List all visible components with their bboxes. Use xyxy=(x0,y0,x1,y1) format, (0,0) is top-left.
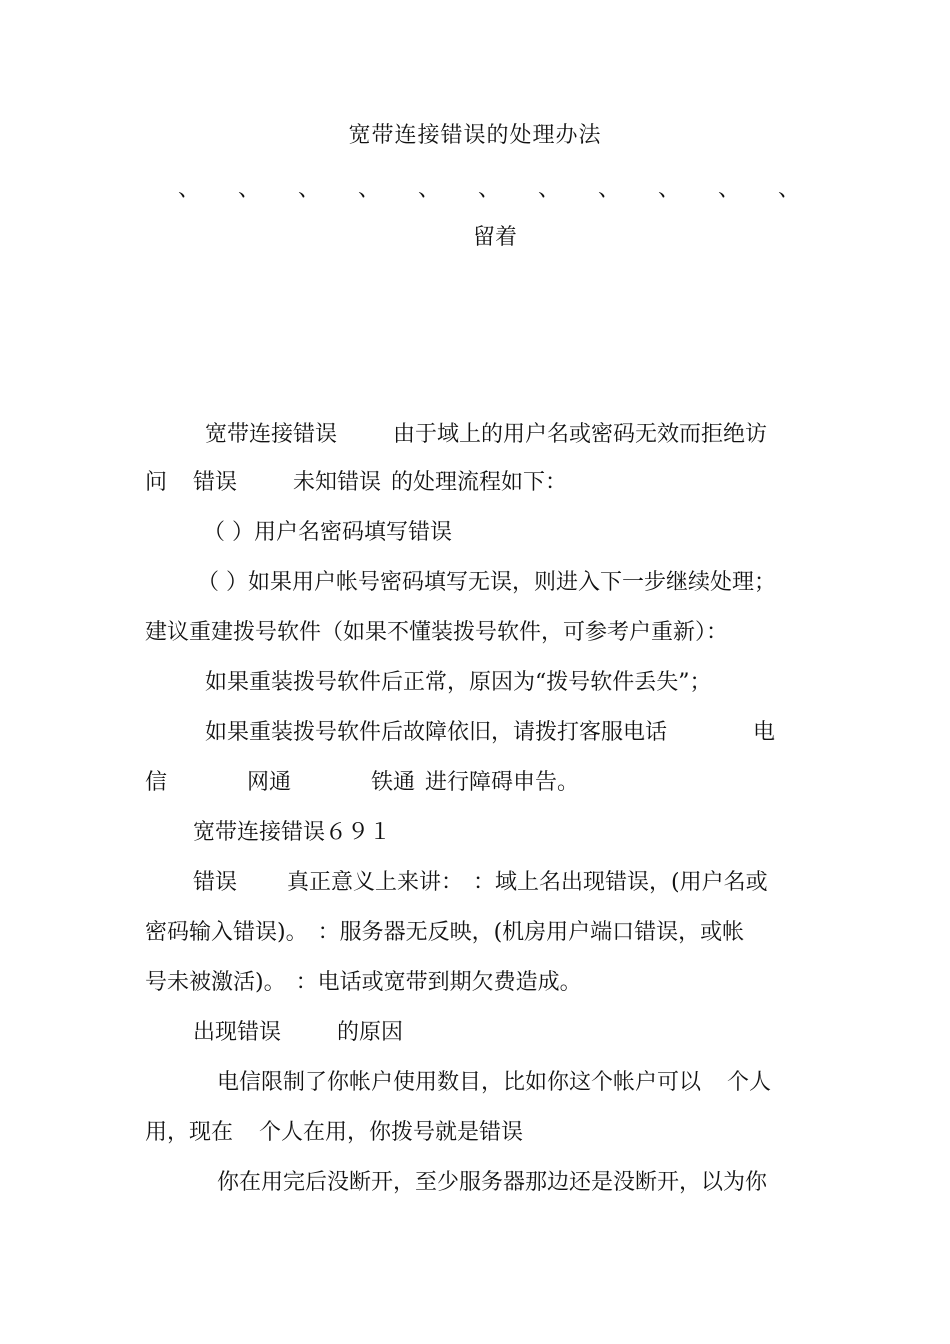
paragraph-line: 宽带连接错误６９１ xyxy=(193,820,392,845)
paragraph-line xyxy=(145,1118,523,1148)
separator: 、 xyxy=(718,177,741,202)
document-title: 宽带连接错误的处理办法 xyxy=(348,123,602,148)
paragraph-line xyxy=(145,918,744,948)
paragraph-line xyxy=(205,718,775,748)
paragraph-line: （ ）用户名密码填写错误 xyxy=(203,520,452,545)
text-span: ：服务器无反映，(机房用户端口错误，或帐 xyxy=(317,920,745,945)
text-span: 真正意义上来讲： xyxy=(287,870,464,895)
text-span: 宽带连接错误 xyxy=(205,422,338,447)
paragraph-line xyxy=(217,1068,771,1098)
paragraph-line xyxy=(145,468,567,498)
paragraph-line: 建议重建拨号软件（如果不懂装拨号软件，可参考户重新）： xyxy=(145,620,729,645)
paragraph-line: 如果重装拨号软件后正常，原因为“拨号软件丢失”； xyxy=(205,670,712,695)
paragraph-line xyxy=(193,1018,403,1048)
separator-row xyxy=(178,172,818,202)
separator: 、 xyxy=(538,177,561,202)
document-subtitle: 留着 xyxy=(472,225,517,250)
text-span: 进行障碍申告。 xyxy=(425,770,580,795)
text-span: 铁通 xyxy=(371,770,416,795)
separator: 、 xyxy=(238,177,261,202)
separator: 、 xyxy=(358,177,381,202)
text-span: 问 xyxy=(145,470,168,495)
text-span: 个人在用，你拨号就是错误 xyxy=(259,1120,524,1145)
text-span: 由于域上的用户名或密码无效而拒绝访 xyxy=(393,422,768,447)
text-span: 的原因 xyxy=(337,1020,404,1045)
text-span: 网通 xyxy=(247,770,292,795)
separator: 、 xyxy=(178,177,201,202)
text-span: 信 xyxy=(145,770,168,795)
separator: 、 xyxy=(298,177,321,202)
text-span: 如果重装拨号软件后故障依旧，请拨打客服电话 xyxy=(205,720,668,745)
separator: 、 xyxy=(778,177,801,202)
paragraph-line xyxy=(145,968,582,998)
text-span: 的处理流程如下： xyxy=(391,470,568,495)
separator: 、 xyxy=(478,177,501,202)
text-span: 未知错误 xyxy=(293,470,382,495)
paragraph-line xyxy=(193,868,768,898)
text-span: 错误 xyxy=(193,470,238,495)
separator: 、 xyxy=(658,177,681,202)
text-span: ：电话或宽带到期欠费造成。 xyxy=(295,970,582,995)
text-span: 电 xyxy=(753,720,776,745)
text-span: ：域上名出现错误，(用户名或 xyxy=(473,870,768,895)
paragraph-line xyxy=(145,768,579,798)
text-span: 电信限制了你帐户使用数目，比如你这个帐户可以 xyxy=(217,1070,702,1095)
text-span: 个人 xyxy=(727,1070,772,1095)
text-span: 用，现在 xyxy=(145,1120,234,1145)
text-span: 号未被激活)。 xyxy=(145,970,286,995)
paragraph-line xyxy=(205,420,767,450)
text-span: 错误 xyxy=(193,870,238,895)
text-span: 密码输入错误)。 xyxy=(145,920,308,945)
text-span: 出现错误 xyxy=(193,1020,282,1045)
paragraph-line: 你在用完后没断开，至少服务器那边还是没断开，以为你 xyxy=(217,1170,768,1195)
separator: 、 xyxy=(418,177,441,202)
separator: 、 xyxy=(598,177,621,202)
paragraph-line: （ ）如果用户帐号密码填写无误，则进入下一步继续处理； xyxy=(197,570,776,595)
